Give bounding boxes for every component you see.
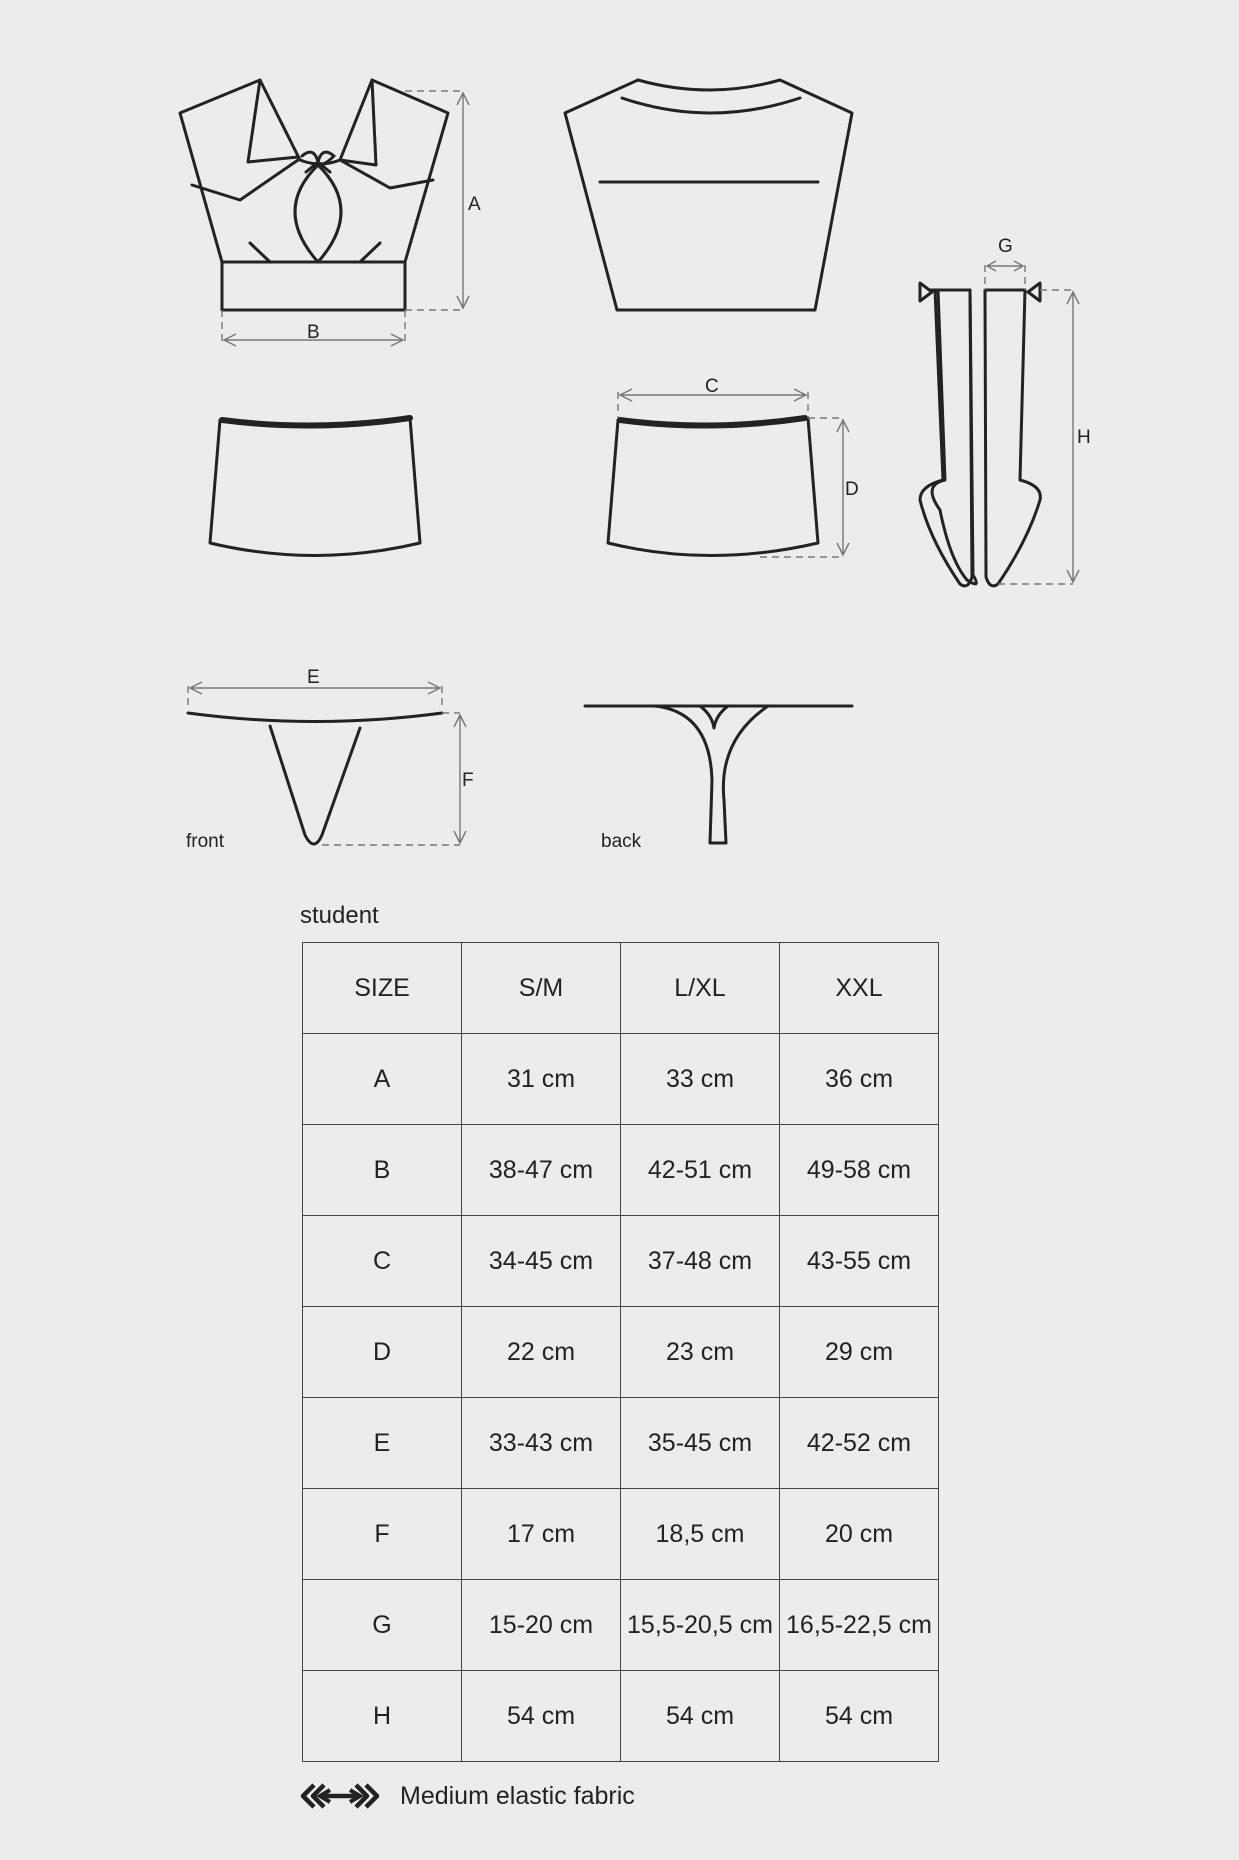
- dimension-c: [618, 376, 808, 418]
- dim-label-g: G: [998, 236, 1013, 257]
- table-cell: 20 cm: [780, 1489, 939, 1580]
- table-cell: 15-20 cm: [462, 1580, 621, 1671]
- dim-label-e: E: [307, 667, 320, 688]
- table-cell: 42-51 cm: [621, 1125, 780, 1216]
- table-cell: 38-47 cm: [462, 1125, 621, 1216]
- top-front-drawing: [180, 80, 448, 310]
- table-cell: 54 cm: [462, 1671, 621, 1762]
- table-cell: 18,5 cm: [621, 1489, 780, 1580]
- table-cell: F: [303, 1489, 462, 1580]
- table-row: [303, 1034, 939, 1125]
- table-row: [303, 1216, 939, 1307]
- header-cell: L/XL: [621, 943, 780, 1034]
- table-cell: A: [303, 1034, 462, 1125]
- table-row: [303, 1307, 939, 1398]
- dimension-h: [998, 290, 1091, 584]
- table-cell: D: [303, 1307, 462, 1398]
- table-cell: 35-45 cm: [621, 1398, 780, 1489]
- table-title: student: [300, 902, 379, 929]
- table-cell: 49-58 cm: [780, 1125, 939, 1216]
- table-cell: E: [303, 1398, 462, 1489]
- stockings-drawing: [920, 283, 1040, 586]
- table-cell: 36 cm: [780, 1034, 939, 1125]
- table-cell: 54 cm: [621, 1671, 780, 1762]
- table-cell: H: [303, 1671, 462, 1762]
- dim-label-h: H: [1077, 427, 1091, 448]
- table-row: [303, 1671, 939, 1762]
- dim-label-f: F: [462, 770, 474, 791]
- table-cell: 33 cm: [621, 1034, 780, 1125]
- dimension-f: [322, 713, 474, 845]
- table-cell: 16,5-22,5 cm: [780, 1580, 939, 1671]
- legend: [300, 1781, 635, 1811]
- dim-label-d: D: [845, 479, 859, 500]
- elastic-arrow-icon: [300, 1781, 380, 1811]
- dim-label-c: C: [705, 376, 719, 397]
- dimension-b: [222, 310, 405, 346]
- table-cell: B: [303, 1125, 462, 1216]
- table-cell: 54 cm: [780, 1671, 939, 1762]
- top-back-drawing: [565, 80, 852, 310]
- caption-back: back: [601, 831, 642, 852]
- dimension-g: [985, 236, 1025, 290]
- skirt-back-drawing: [608, 418, 818, 556]
- table-cell: G: [303, 1580, 462, 1671]
- caption-front: front: [186, 831, 225, 852]
- table-cell: C: [303, 1216, 462, 1307]
- table-row: [303, 1398, 939, 1489]
- table-row: [303, 1580, 939, 1671]
- table-cell: 15,5-20,5 cm: [621, 1580, 780, 1671]
- table-cell: 42-52 cm: [780, 1398, 939, 1489]
- table-cell: 43-55 cm: [780, 1216, 939, 1307]
- table-cell: 23 cm: [621, 1307, 780, 1398]
- table-cell: 34-45 cm: [462, 1216, 621, 1307]
- size-table: [302, 942, 939, 1762]
- garment-diagram: [0, 0, 1239, 890]
- header-cell: XXL: [780, 943, 939, 1034]
- table-cell: 29 cm: [780, 1307, 939, 1398]
- table-cell: 37-48 cm: [621, 1216, 780, 1307]
- dim-label-a: A: [468, 194, 481, 215]
- thong-front-drawing: [188, 713, 442, 844]
- table-row: [303, 1489, 939, 1580]
- thong-back-drawing: [585, 706, 852, 843]
- header-cell: S/M: [462, 943, 621, 1034]
- table-cell: 17 cm: [462, 1489, 621, 1580]
- table-header-row: [303, 943, 939, 1034]
- table-cell: 22 cm: [462, 1307, 621, 1398]
- dim-label-b: B: [307, 322, 320, 343]
- table-row: [303, 1125, 939, 1216]
- legend-text: Medium elastic fabric: [400, 1781, 635, 1810]
- dimension-e: [188, 667, 442, 710]
- skirt-front-drawing: [210, 418, 420, 556]
- table-cell: 31 cm: [462, 1034, 621, 1125]
- dimension-a: [405, 91, 481, 310]
- table-cell: 33-43 cm: [462, 1398, 621, 1489]
- header-cell: SIZE: [303, 943, 462, 1034]
